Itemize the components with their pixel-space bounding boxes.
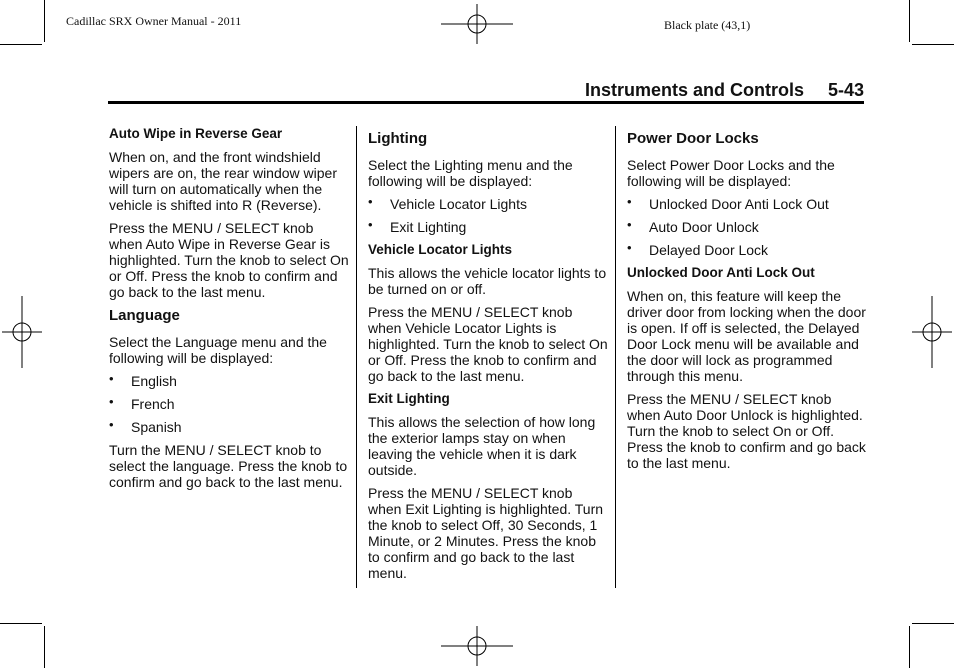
bullet-icon: • bbox=[109, 371, 114, 386]
language-outro: Turn the MENU / SELECT knob to select the language. Press the knob to confirm and go back to the last menu. bbox=[109, 442, 348, 490]
registration-mark-icon bbox=[2, 296, 42, 368]
exit-lighting-paragraph: This allows the selection of how long the exterior lamps stay on when leaving the vehicle when it is dark outside. bbox=[368, 414, 596, 478]
bullet-icon: • bbox=[368, 194, 373, 209]
column-2 bbox=[368, 126, 608, 588]
column-divider bbox=[356, 126, 357, 588]
list-item bbox=[627, 242, 867, 258]
bullet-icon: • bbox=[627, 240, 632, 255]
list-item bbox=[109, 419, 349, 435]
exit-lighting-heading: Exit Lighting bbox=[368, 391, 450, 406]
crop-mark bbox=[912, 44, 954, 45]
list-item-text: Exit Lighting bbox=[390, 219, 467, 235]
crop-mark bbox=[909, 0, 910, 42]
crop-mark bbox=[0, 44, 42, 45]
list-item bbox=[627, 196, 867, 212]
language-heading: Language bbox=[109, 307, 180, 324]
unlocked-anti-lock-paragraph: Press the MENU / SELECT knob when Auto Door Unlock is highlighted. Turn the knob to select On or Off. Press the knob to confirm and go back to the last menu. bbox=[627, 391, 866, 471]
crop-mark bbox=[912, 623, 954, 624]
exit-lighting-paragraph: Press the MENU / SELECT knob when Exit Lighting is highlighted. Turn the knob to select Off, 30 Seconds, 1 Minute, or 2 Minutes. Press the knob to confirm and go back to the last menu. bbox=[368, 485, 604, 581]
bullet-icon: • bbox=[368, 217, 373, 232]
vehicle-locator-paragraph: Press the MENU / SELECT knob when Vehicle Locator Lights is highlighted. Turn the knob to select On or Off. Press the knob to confirm and go back to the last menu. bbox=[368, 304, 608, 384]
column-1 bbox=[109, 126, 349, 497]
manual-title: Cadillac SRX Owner Manual - 2011 bbox=[66, 14, 242, 28]
crop-mark bbox=[44, 626, 45, 668]
crop-mark bbox=[44, 0, 45, 42]
unlocked-anti-lock-heading: Unlocked Door Anti Lock Out bbox=[627, 265, 815, 280]
auto-wipe-paragraph: When on, and the front windshield wipers are on, the rear window wiper will turn on automatically when the vehicle is shifted into R (Reverse). bbox=[109, 149, 337, 213]
list-item bbox=[627, 219, 867, 235]
section-name: Instruments and Controls bbox=[584, 80, 804, 100]
list-item-text: French bbox=[131, 396, 175, 412]
registration-mark-icon bbox=[912, 296, 952, 368]
list-item-text: Unlocked Door Anti Lock Out bbox=[649, 196, 829, 212]
vehicle-locator-paragraph: This allows the vehicle locator lights to be turned on or off. bbox=[368, 265, 607, 297]
list-item bbox=[109, 396, 349, 412]
language-intro: Select the Language menu and the following will be displayed: bbox=[109, 334, 327, 366]
crop-mark bbox=[0, 623, 42, 624]
bullet-icon: • bbox=[627, 194, 632, 209]
bullet-icon: • bbox=[109, 394, 114, 409]
lighting-intro: Select the Lighting menu and the following will be displayed: bbox=[368, 157, 573, 189]
list-item bbox=[109, 373, 349, 389]
bullet-icon: • bbox=[627, 217, 632, 232]
list-item-text: Delayed Door Lock bbox=[649, 242, 769, 258]
list-item-text: English bbox=[131, 373, 177, 389]
list-item bbox=[368, 196, 608, 212]
power-door-locks-intro: Select Power Door Locks and the following will be displayed: bbox=[627, 157, 835, 189]
list-item bbox=[368, 219, 608, 235]
registration-mark-icon bbox=[441, 4, 513, 44]
registration-mark-icon bbox=[441, 626, 513, 666]
auto-wipe-paragraph: Press the MENU / SELECT knob when Auto Wipe in Reverse Gear is highlighted. Turn the knob to select On or Off. Press the knob to confirm and go back to the last menu. bbox=[109, 220, 349, 300]
power-door-locks-heading: Power Door Locks bbox=[627, 130, 759, 147]
lighting-list bbox=[368, 196, 608, 235]
lighting-heading: Lighting bbox=[368, 130, 428, 147]
crop-mark bbox=[909, 626, 910, 668]
column-divider bbox=[615, 126, 616, 588]
list-item-text: Vehicle Locator Lights bbox=[390, 196, 527, 212]
list-item-text: Auto Door Unlock bbox=[649, 219, 759, 235]
unlocked-anti-lock-paragraph: When on, this feature will keep the driver door from locking when the door is open. If off is selected, the Delayed Door Lock menu will be available and the door will lock as programmed through this menu. bbox=[627, 288, 866, 384]
power-door-locks-list bbox=[627, 196, 867, 258]
auto-wipe-heading: Auto Wipe in Reverse Gear bbox=[109, 126, 283, 141]
vehicle-locator-heading: Vehicle Locator Lights bbox=[368, 242, 513, 257]
column-3 bbox=[627, 126, 867, 478]
page-number: 5-43 bbox=[827, 80, 864, 100]
plate-label: Black plate (43,1) bbox=[664, 18, 751, 32]
list-item-text: Spanish bbox=[131, 419, 182, 435]
bullet-icon: • bbox=[109, 417, 114, 432]
section-header bbox=[585, 80, 864, 101]
header-rule bbox=[108, 101, 864, 104]
language-list bbox=[109, 373, 349, 435]
